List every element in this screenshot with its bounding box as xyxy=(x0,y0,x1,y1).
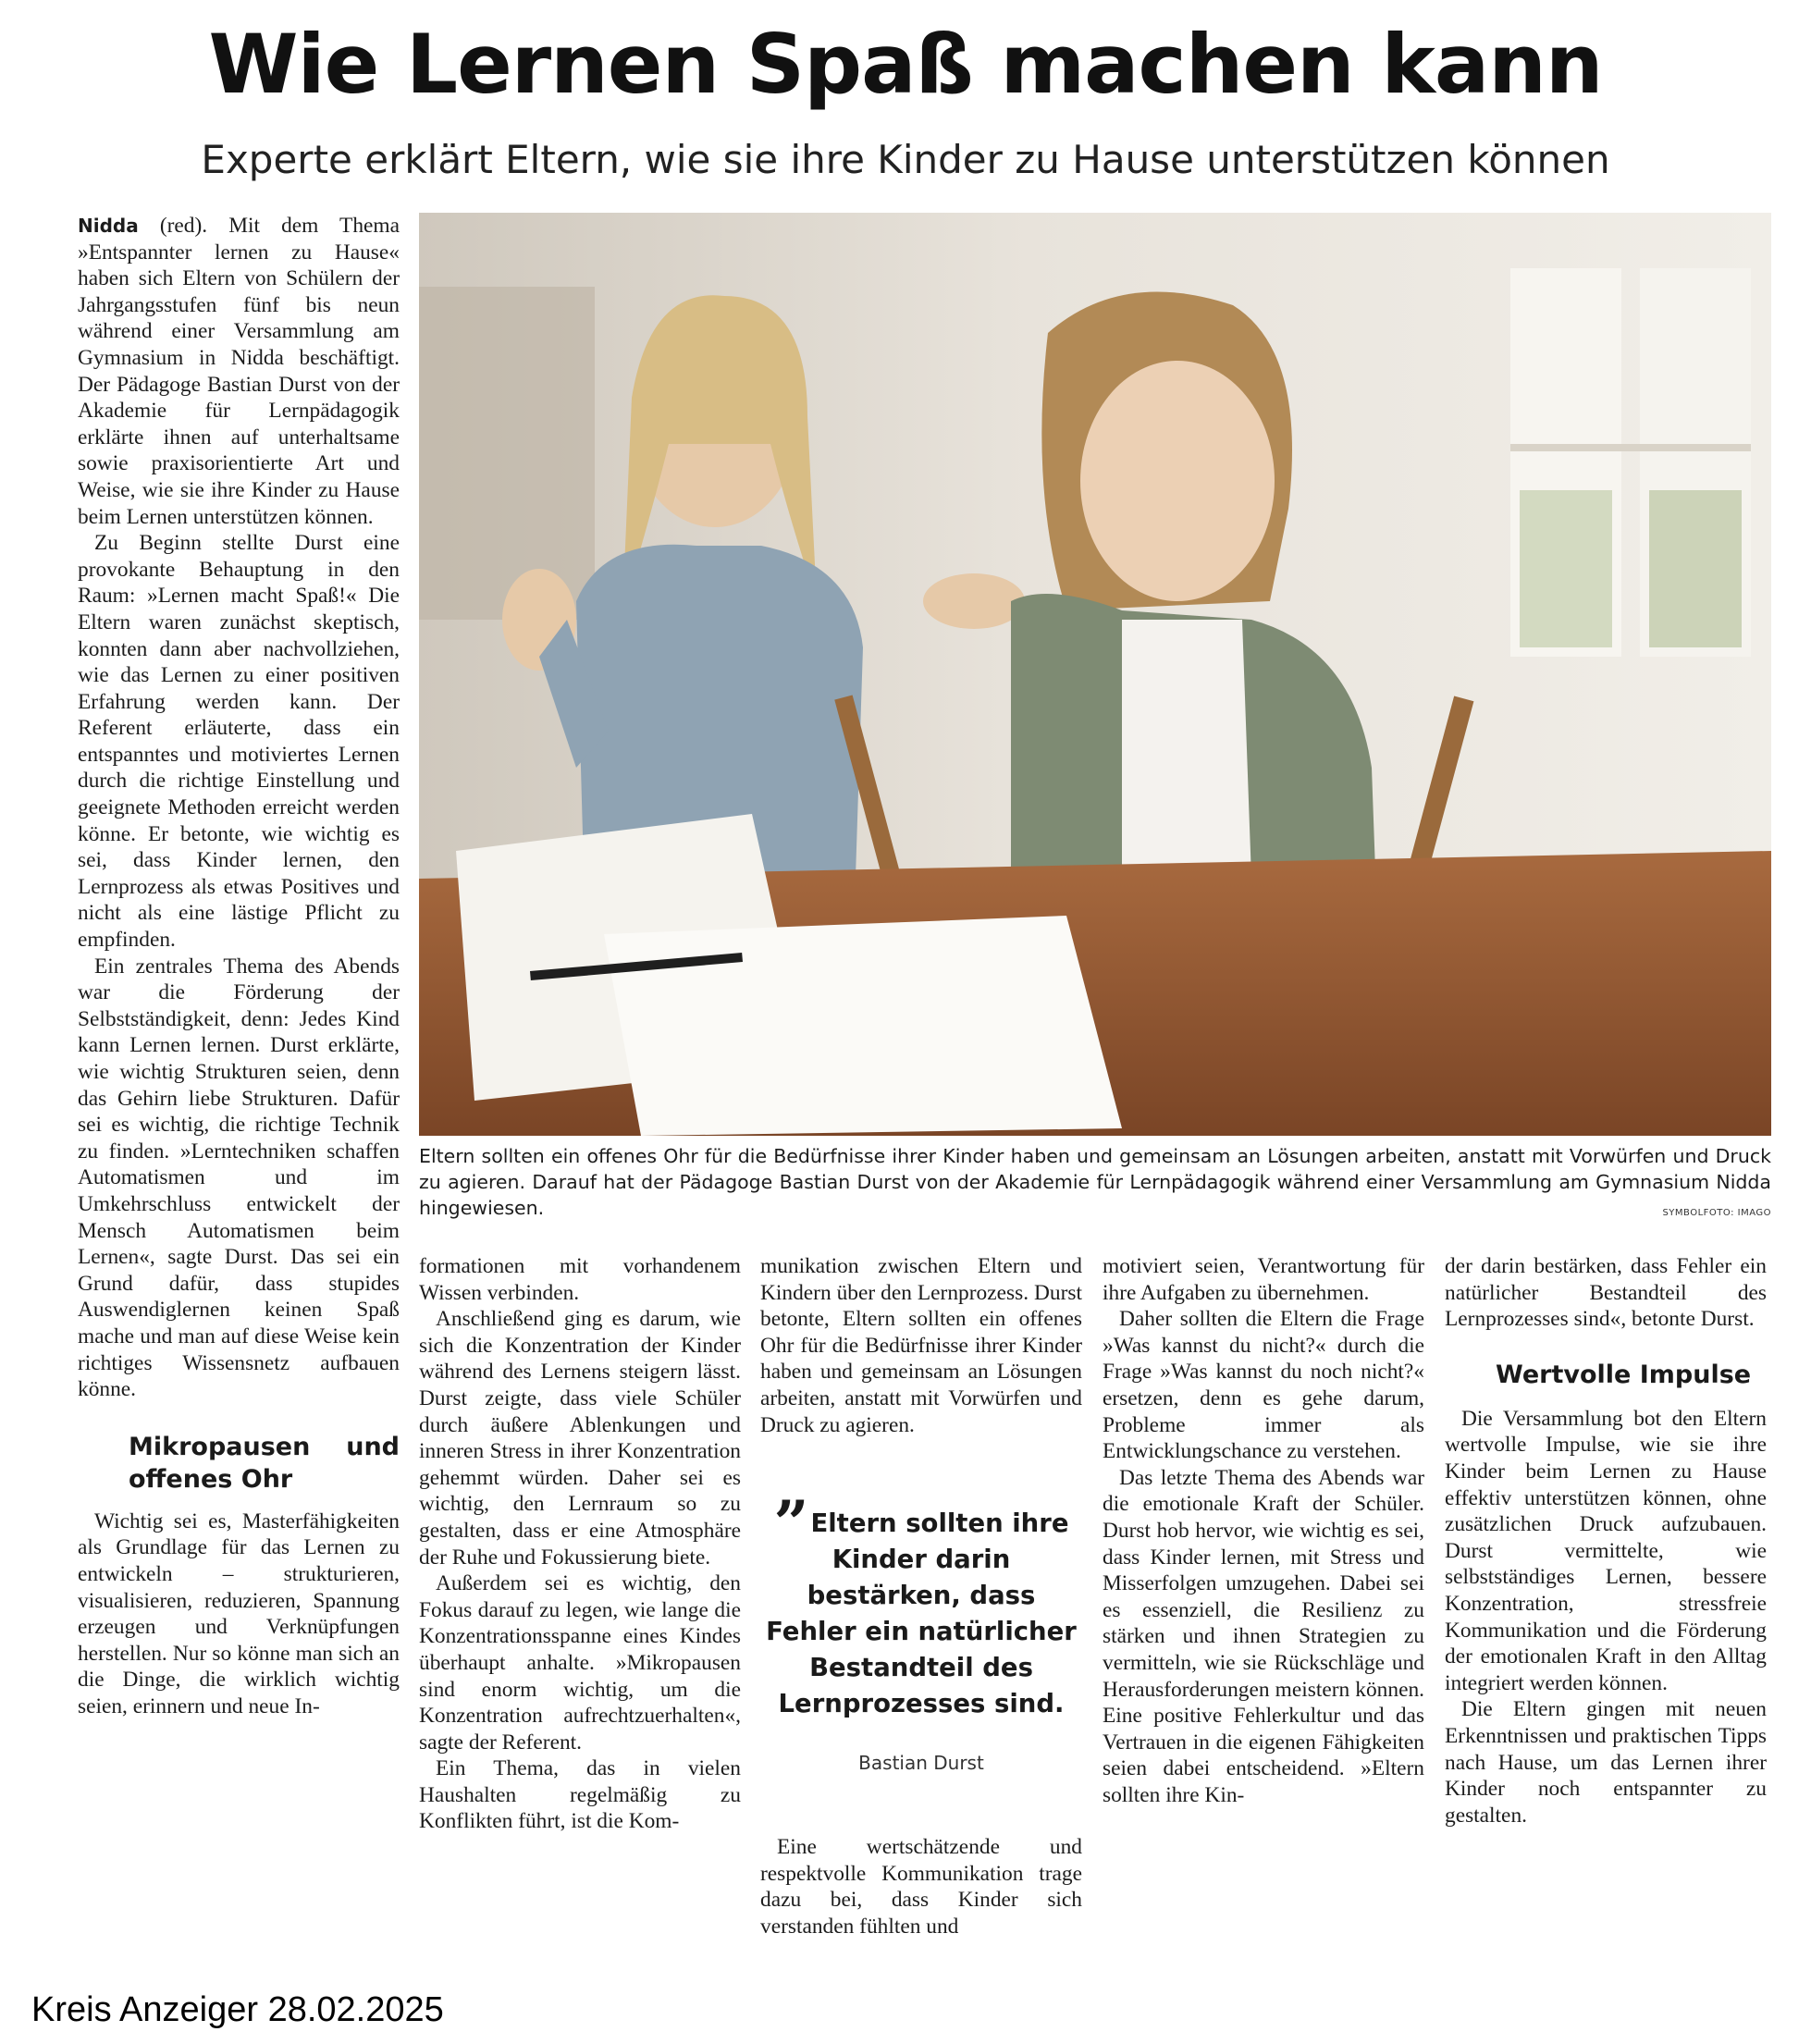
article-column-5 xyxy=(1445,1253,1767,1829)
paragraph: Die Eltern gingen mit neuen Erkenntnissen und praktischen Tipps nach Hause, um das Lernen ihrer Kinder noch entspannter zu gestalten. xyxy=(1445,1697,1767,1828)
photo-illustration xyxy=(419,213,1771,1136)
paragraph: formationen mit vorhandenem Wissen verbinden. xyxy=(419,1254,741,1305)
paragraph: der darin bestärken, dass Fehler ein natürlicher Bestandteil des Lernprozesses sind«, betonte Durst. xyxy=(1445,1254,1767,1332)
paragraph-text: (red). Mit dem Thema »Entspannter lernen zu Hause« haben sich Eltern von Schülern der Jahrgangsstufen fünf bis neun während einer Versammlung am Gymnasium in Nidda beschäftigt. Der Pädagoge Bastian Durst von der Akademie für Lernpädagogik erklärte ihnen auf unterhaltsame sowie praxisorientierte Art und Weise, wie sie ihre Kinder zu Hause beim Lernen unterstützen können. xyxy=(78,214,400,529)
section-heading: Mikropausen und offenes Ohr xyxy=(129,1432,400,1494)
subheadline: Experte erklärt Eltern, wie sie ihre Kinder zu Hause unterstützen können xyxy=(201,137,1610,182)
headline: Wie Lernen Spaß machen kann xyxy=(208,17,1603,112)
paragraph: Ein zentrales Thema des Abends war die Förderung der Selbstständigkeit, denn: Jedes Kind kann Lernen lernen. Durst erklärte, wie wichtig Strukturen seien, denn das Gehirn liebe Strukturen. Dafür sei es wichtig, die richtige Technik zu finden. »Lerntechniken schaffen Automatismen und im Umkehrschluss entwickelt der Mensch Automatismen beim Lernen«, sagte Durst. Das sei ein Grund dafür, dass stupides Auswendiglernen keinen Spaß mache und man auf diese Weise kein richtiges Wissensnetz aufbauen könne. xyxy=(78,954,400,1402)
paragraph: Die Versammlung bot den Eltern wertvolle Impulse, wie sie ihre Kinder beim Lernen zu Hause effektiv unterstützen können, ohne zusätzlichen Druck aufzubauen. Durst vermittelte, wie selbstständiges Lernen, bessere Konzentration, stressfreie Kommunikation und die Förderung der emotionalen Kraft in den Alltag integriert werden können. xyxy=(1445,1406,1767,1695)
pull-quote-author: Bastian Durst xyxy=(858,1752,984,1774)
article-column-2 xyxy=(419,1253,741,1835)
photo-caption: Eltern sollten ein offenes Ohr für die Bedürfnisse ihrer Kinder haben und gemeinsam an Lösungen arbeiten, anstatt mit Vorwürfen und Druck zu agieren. Darauf hat der Pädagoge Bastian Durst von der Akademie für Lernpädagogik während einer Versammlung am Gymnasium Nidda hingewiesen. xyxy=(419,1145,1771,1219)
paragraph: munikation zwischen Eltern und Kindern über den Lernprozess. Durst betonte, Eltern sollten ein offenes Ohr für die Bedürfnisse ihrer Kinder haben und gemeinsam an Lösungen arbeiten, anstatt mit Vorwürfen und Druck zu agieren. xyxy=(760,1254,1082,1437)
paragraph: Zu Beginn stellte Durst eine provokante Behauptung in den Raum: »Lernen macht Spaß!« Die Eltern waren zunächst skeptisch, konnten dann aber nachvollziehen, wie das Lernen zu einer positiven Erfahrung werden kann. Der Referent erläuterte, dass ein entspanntes und motiviertes Lernen durch die richtige Einstellung und geeignete Methoden erreicht werden könne. Er betonte, wie wichtig es sei, dass Kinder lernen, den Lernprozess als etwas Positives und nicht als eine lästige Pflicht zu empfinden. xyxy=(78,531,400,953)
paragraph xyxy=(78,213,400,530)
paragraph: Eine wertschätzende und respektvolle Kommunikation trage dazu bei, dass Kinder sich verstanden fühlten und xyxy=(760,1835,1082,1939)
article-photo xyxy=(419,213,1771,1136)
article-column-3-bottom xyxy=(760,1834,1082,1939)
source-line: Kreis Anzeiger 28.02.2025 xyxy=(31,1990,444,2029)
article-column-4 xyxy=(1103,1253,1424,1808)
section-heading: Wertvolle Impulse xyxy=(1496,1360,1752,1389)
quote-mark-icon: ” xyxy=(773,1487,804,1559)
paragraph: Das letzte Thema des Abends war die emotionale Kraft der Schüler. Durst hob hervor, wie wichtig es sei, dass Kinder lernen, mit Stress und Misserfolgen umzugehen. Dabei sei es essenziell, die Resilienz zu stärken und ihnen Strategien zu vermitteln, wie sie Rückschläge und Herausforderungen meistern können. Eine positive Fehlerkultur und das Vertrauen in die eigenen Fähigkeiten seien dabei entscheidend. »Eltern sollten ihre Kin- xyxy=(1103,1465,1424,1807)
dateline: Nidda xyxy=(78,215,139,237)
photo-credit: SYMBOLFOTO: IMAGO xyxy=(1662,1208,1771,1218)
paragraph: Außerdem sei es wichtig, den Fokus darauf zu legen, wie lange die Konzentrationsspanne eines Kindes überhaupt anhalte. »Mikropausen sind enorm wichtig, um die Konzentration aufrechtzuerhalten«, sagte der Referent. xyxy=(419,1571,741,1755)
article-column-3 xyxy=(760,1253,1082,1438)
paragraph: Ein Thema, das in vielen Haushalten regelmäßig zu Konflikten führt, ist die Kom- xyxy=(419,1756,741,1834)
paragraph: Anschließend ging es darum, wie sich die Konzentration der Kinder während des Lernens steigern lässt. Durst zeigte, dass viele Schüler durch äußere Ablenkungen und inneren Stress in ihrer Konzentration gehemmt würden. Daher sei es wichtig, den Lernraum so zu gestalten, dass er eine Atmosphäre der Ruhe und Fokussierung biete. xyxy=(419,1307,741,1570)
article-column-1 xyxy=(78,213,400,1719)
pull-quote-body: Eltern sollten ihre Kinder darin bestärken, dass Fehler ein natürlicher Bestandteil des Lernprozesses sind. xyxy=(766,1508,1077,1718)
paragraph: Wichtig sei es, Masterfähigkeiten als Grundlage für das Lernen zu entwickeln – strukturieren, visualisieren, reduzieren, Spannung erzeugen und Verknüpfungen herstellen. Nur so könne man sich an die Dinge, die wirklich wichtig seien, erinnern und neue In- xyxy=(78,1508,400,1718)
pull-quote-text xyxy=(760,1487,1082,1722)
paragraph: Daher sollten die Eltern die Frage »Was kannst du nicht?« durch die Frage »Was kannst du noch nicht?« ersetzen, denn es gehe darum, Probleme immer als Entwicklungschance zu verstehen. xyxy=(1103,1307,1424,1464)
pull-quote xyxy=(760,1487,1082,1774)
paragraph: motiviert seien, Verantwortung für ihre Aufgaben zu übernehmen. xyxy=(1103,1254,1424,1305)
